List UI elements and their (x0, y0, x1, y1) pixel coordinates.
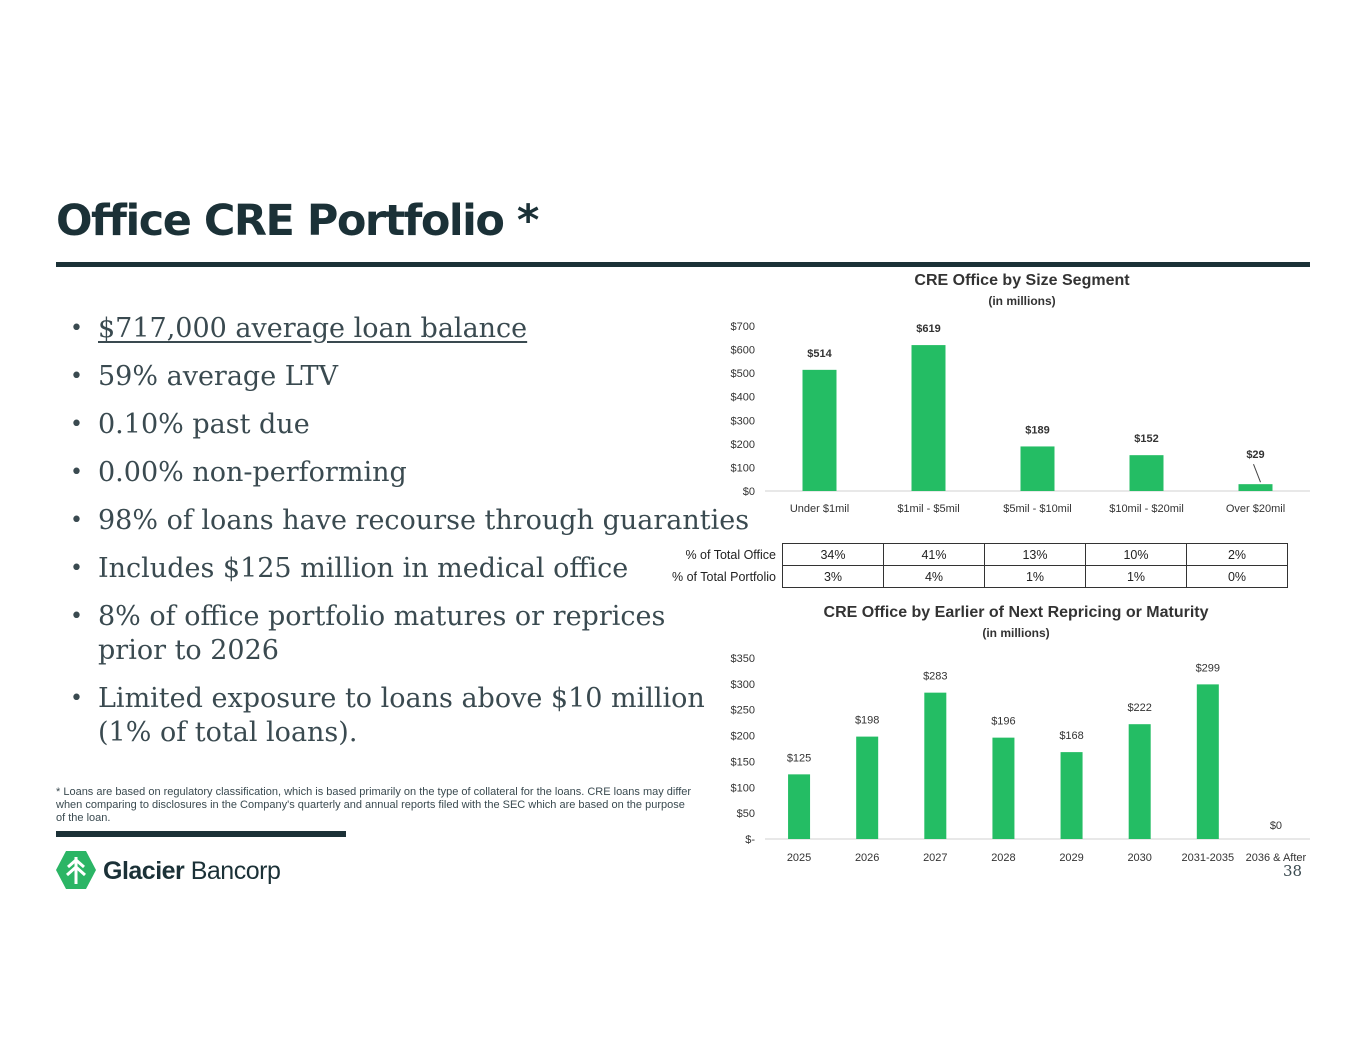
y-tick-label: $50 (736, 808, 755, 821)
table-cell: 10% (1086, 544, 1187, 566)
data-label: $168 (1059, 730, 1084, 743)
bullet-item: • 59% average LTV (56, 360, 716, 394)
y-tick-label: $400 (730, 391, 755, 404)
page-number: 38 (1283, 862, 1303, 880)
data-label: $0 (1269, 820, 1283, 832)
y-tick-label: $250 (730, 704, 755, 717)
logo-wordmark: Glacier Bancorp (103, 857, 281, 885)
y-tick-label: $0 (742, 486, 755, 498)
y-tick-label: $100 (730, 782, 755, 795)
chart-title: CRE Office by Earlier of Next Repricing or Maturity (823, 604, 1209, 621)
table-cell: 41% (884, 544, 985, 566)
data-label: $283 (923, 670, 948, 683)
x-tick-label: $1mil - $5mil (897, 503, 960, 515)
chart-subtitle: (in millions) (982, 626, 1050, 640)
chart-title: CRE Office by Size Segment (914, 272, 1130, 289)
data-label: $125 (786, 752, 812, 765)
x-tick-label: 2030 (1127, 852, 1152, 864)
page-title: Office CRE Portfolio * (56, 196, 538, 246)
y-tick-label: $500 (730, 368, 755, 381)
y-tick-label: $600 (730, 344, 755, 357)
bar (788, 774, 810, 839)
data-label: $152 (1134, 433, 1159, 446)
bar (912, 345, 946, 491)
x-tick-label: Under $1mil (789, 503, 850, 515)
bullet-item: • 8% of office portfolio matures or reprices prior to 2026 (56, 600, 716, 668)
bar (803, 370, 837, 491)
data-label: $222 (1127, 702, 1152, 715)
table-row (650, 566, 1288, 588)
x-tick-label: 2027 (923, 852, 948, 864)
y-tick-label: $200 (730, 438, 755, 451)
data-label: $196 (991, 715, 1016, 728)
bar (856, 737, 878, 839)
table-cell: 0% (1187, 566, 1288, 588)
y-tick-label: $200 (730, 730, 755, 743)
bar (1129, 724, 1151, 839)
footnote: * Loans are based on regulatory classification, which is based primarily on the type of collateral for the loans. CRE loans may differ when comparing to disclosures in the Company's quarterly and annual reports filed with the SEC which are based on the purpose of the loan. (56, 786, 692, 824)
row-label: % of Total Office (685, 547, 776, 562)
y-tick-label: $100 (730, 462, 755, 475)
bar (1061, 752, 1083, 839)
x-tick-label: 2031-2035 (1181, 852, 1235, 864)
data-label: $29 (1246, 449, 1265, 462)
x-tick-label: 2036 & After (1245, 852, 1307, 864)
x-tick-label: 2028 (991, 852, 1016, 864)
data-label: $189 (1025, 424, 1050, 437)
percentage-table (650, 543, 1288, 588)
x-tick-label: Over $20mil (1225, 503, 1286, 515)
label-leader-line (1254, 464, 1261, 482)
bar (924, 693, 946, 839)
data-label: $619 (916, 323, 941, 336)
bar (1239, 484, 1273, 491)
bar (992, 738, 1014, 839)
bullet-item: • Limited exposure to loans above $10 million (1% of total loans). (56, 682, 716, 750)
table-cell: 3% (783, 566, 884, 588)
bar (1130, 455, 1164, 491)
bullet-item: • 98% of loans have recourse through guaranties (56, 504, 716, 538)
table-cell: 1% (985, 566, 1086, 588)
row-label: % of Total Portfolio (672, 569, 776, 584)
table-cell: 2% (1187, 544, 1288, 566)
y-tick-label: $300 (730, 415, 755, 428)
bar (1021, 446, 1055, 491)
x-tick-label: 2029 (1059, 852, 1084, 864)
x-tick-label: $5mil - $10mil (1003, 503, 1072, 515)
data-label: $514 (807, 347, 832, 360)
table-cell: 1% (1086, 566, 1187, 588)
y-tick-label: $- (745, 834, 755, 846)
x-tick-label: 2025 (786, 852, 812, 864)
bullet-item: • $717,000 average loan balance (56, 312, 716, 346)
y-tick-label: $700 (730, 321, 755, 333)
x-tick-label: $10mil - $20mil (1109, 503, 1184, 515)
chart-subtitle: (in millions) (988, 294, 1056, 308)
bullet-item: • Includes $125 million in medical office (56, 552, 716, 586)
y-tick-label: $350 (730, 653, 755, 665)
table-row (650, 544, 1288, 566)
bar (1197, 684, 1219, 839)
table-cell: 34% (783, 544, 884, 566)
y-tick-label: $300 (730, 678, 755, 691)
data-label: $198 (854, 714, 880, 727)
table-cell: 13% (985, 544, 1086, 566)
bullet-item: • 0.00% non-performing (56, 456, 716, 490)
bullet-item: • 0.10% past due (56, 408, 716, 442)
data-label: $299 (1195, 662, 1221, 675)
table-cell: 4% (884, 566, 985, 588)
y-tick-label: $150 (730, 756, 755, 769)
x-tick-label: 2026 (854, 852, 880, 864)
